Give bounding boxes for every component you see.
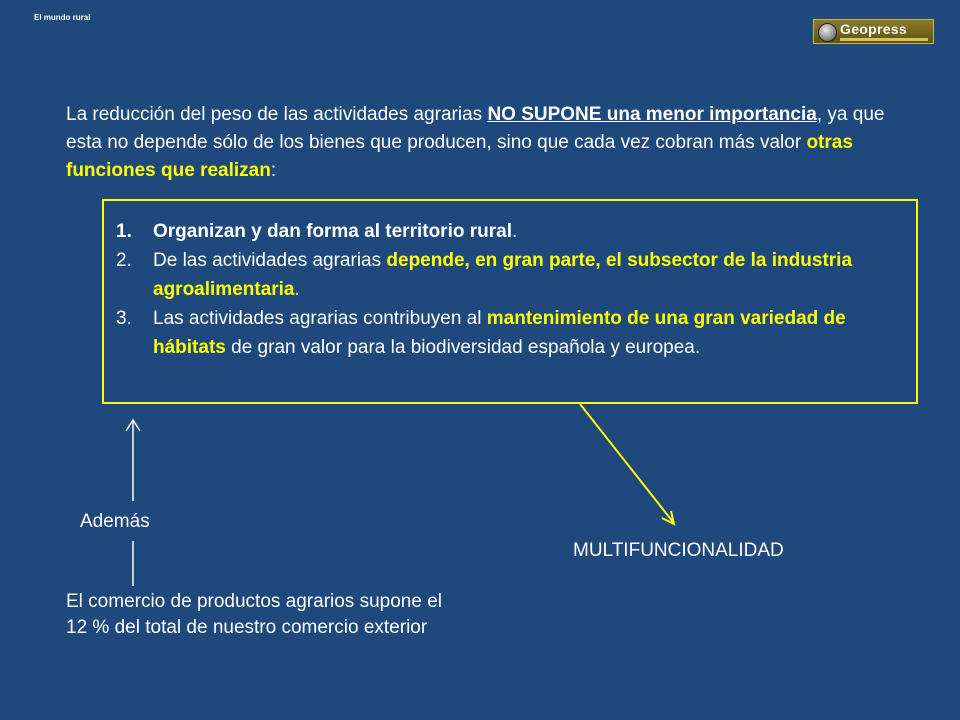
intro-highlight: otras funciones que realizan xyxy=(66,132,853,181)
comercio-text: El comercio de productos agrarios supone el 12 % del total de nuestro comercio exterior xyxy=(66,591,442,638)
list-item-number: 2. xyxy=(116,250,132,271)
multifuncionalidad-label: MULTIFUNCIONALIDAD xyxy=(573,540,784,561)
list-item-bold-text: Organizan y dan forma al territorio rural xyxy=(153,221,512,242)
multifunc-arrow-head xyxy=(662,511,674,524)
logo-text: Geopress xyxy=(840,21,907,37)
intro-emphasis: NO SUPONE una menor importancia xyxy=(487,104,817,125)
list-item-number: 3. xyxy=(116,308,132,329)
header-label: El mundo rural xyxy=(34,13,91,22)
list-item-suffix: de gran valor para la biodiversidad española y europea. xyxy=(225,337,701,358)
multifunc-arrow-line xyxy=(580,404,673,522)
intro-part2: , ya que esta no depende sólo de los bienes que producen, sino que cada vez cobran más valor xyxy=(66,104,885,153)
list-item-number: 1. xyxy=(116,221,132,242)
ademas-label: Además xyxy=(80,511,150,532)
list-item-highlight: depende, en gran parte, el subsector de la industria agroalimentaria xyxy=(153,250,853,300)
intro-part1: La reducción del peso de las actividades agrarias xyxy=(66,104,488,125)
list-item-prefix: De las actividades agrarias xyxy=(153,250,387,271)
list-item-end: . xyxy=(294,279,300,300)
intro-part3: : xyxy=(270,160,277,181)
list-item-end: . xyxy=(511,221,518,242)
list-item-highlight: mantenimiento de una gran variedad de hábitats xyxy=(153,308,846,358)
list-item-prefix: Las actividades agrarias contribuyen al xyxy=(153,308,487,329)
